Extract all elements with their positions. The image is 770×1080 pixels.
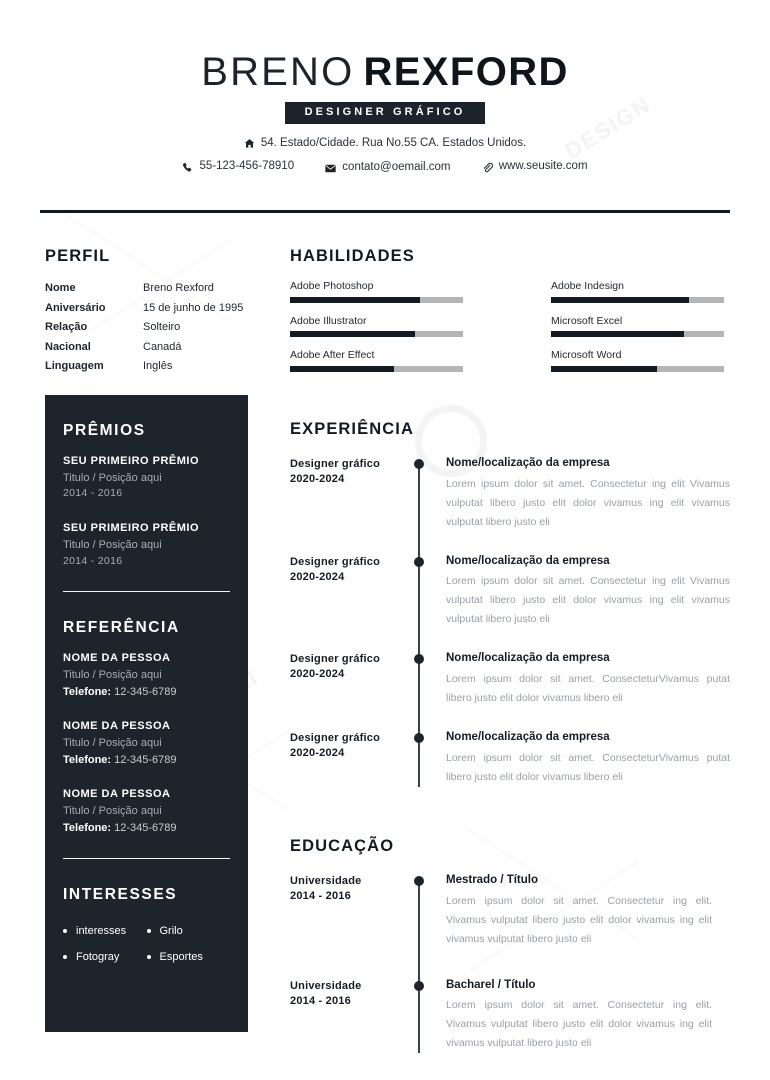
- skill-fill: [290, 366, 394, 372]
- reference-item: [63, 719, 230, 768]
- skill-track: [551, 366, 724, 372]
- education-school-block: [290, 872, 410, 949]
- timeline-dot: [414, 733, 424, 743]
- perfil-value: 15 de junho de 1995: [143, 301, 244, 314]
- interests-grid: [63, 918, 230, 970]
- interests-heading: INTERESSES: [63, 886, 178, 904]
- experience-item: [290, 650, 730, 708]
- reference-name: NOME DA PESSOA: [63, 788, 171, 801]
- address-text: 54. Estado/Cidade. Rua No.55 CA. Estados Unidos.: [260, 137, 527, 149]
- experience-description: Lorem ipsum dolor sit amet. Consectetur ing elit Vivamus vulputat libero justo elit dolor vivamus ing elit vivamus vulputat libero justo eli: [446, 477, 730, 528]
- experience-role: Designer gráfico: [290, 732, 381, 745]
- skill-track: [551, 297, 724, 303]
- skill-item: [551, 280, 724, 303]
- award-item: [63, 454, 230, 502]
- education-item: [290, 977, 730, 1054]
- contact-row-links: [0, 161, 770, 175]
- phone-text: 55-123-456-78910: [199, 160, 295, 173]
- contact-phone[interactable]: [182, 161, 294, 173]
- experience-description: Lorem ipsum dolor sit amet. ConsecteturVivamus putat libero justo elit dolor vivamus libero eli: [446, 673, 730, 705]
- perfil-value: Inglês: [143, 360, 173, 372]
- first-name: BRENO: [201, 50, 355, 94]
- reference-phone-value: 12-345-6789: [114, 685, 177, 698]
- reference-phone: [63, 752, 230, 769]
- education-school: Universidade: [290, 875, 362, 887]
- education-heading: EDUCAÇÃO: [290, 837, 395, 855]
- experience-years: 2020-2024: [290, 747, 345, 760]
- bullet-icon: [63, 929, 67, 933]
- bullet-icon: [147, 929, 151, 933]
- award-subtitle: Titulo / Posição aqui: [63, 471, 162, 484]
- education-years: 2014 - 2016: [290, 994, 351, 1007]
- award-title: SEU PRIMEIRO PRÊMIO: [63, 455, 200, 467]
- skill-track: [290, 297, 463, 303]
- skill-fill: [290, 297, 420, 303]
- last-name: REXFORD: [363, 50, 569, 94]
- education-detail: [446, 872, 712, 949]
- email-text: contato@oemail.com: [342, 161, 451, 174]
- experience-company: Nome/localização da empresa: [446, 457, 610, 469]
- skill-label: Microsoft Word: [551, 349, 622, 362]
- skill-label: Adobe Illustrator: [290, 314, 367, 327]
- timeline-dot: [414, 981, 424, 991]
- skill-fill: [551, 297, 689, 303]
- perfil-row: [45, 338, 270, 358]
- reference-subtitle: Titulo / Posição aqui: [63, 737, 162, 750]
- perfil-row: [45, 299, 270, 319]
- contact-address[interactable]: [244, 138, 526, 150]
- awards-heading: PRÊMIOS: [63, 422, 146, 439]
- timeline-dot: [414, 654, 424, 664]
- interest-item: [63, 918, 147, 944]
- perfil-label: Linguagem: [45, 360, 104, 372]
- skills-grid: [290, 280, 724, 372]
- skill-item: [551, 349, 724, 372]
- contact-email[interactable]: [325, 162, 450, 174]
- experience-detail: [446, 729, 730, 787]
- education-detail: [446, 977, 712, 1054]
- education-years: 2014 - 2016: [290, 890, 351, 902]
- skill-label: Adobe Photoshop: [290, 280, 374, 292]
- education-timeline: [290, 872, 730, 1053]
- reference-subtitle: Titulo / Posição aqui: [63, 669, 162, 682]
- skill-fill: [551, 331, 684, 337]
- experience-description: Lorem ipsum dolor sit amet. Consectetur ing elit Vivamus vulputat libero justo elit dolor vivamus ing elit vivamus vulputat libero justo eli: [446, 575, 730, 626]
- experience-role-block: [290, 650, 410, 708]
- experience-years: 2020-2024: [290, 570, 345, 583]
- interest-label: Grilo: [159, 925, 183, 938]
- skill-label: Microsoft Excel: [551, 314, 623, 327]
- experience-company: Nome/localização da empresa: [446, 731, 610, 744]
- timeline-dot: [414, 876, 424, 886]
- skills-section: [290, 247, 724, 372]
- resume-header: [0, 0, 770, 176]
- interest-label: interesses: [76, 925, 127, 938]
- award-subtitle: Titulo / Posição aqui: [63, 539, 162, 552]
- perfil-label: Nacional: [45, 340, 91, 353]
- reference-name: NOME DA PESSOA: [63, 652, 171, 665]
- experience-role-block: [290, 553, 410, 630]
- home-icon: [244, 138, 261, 149]
- phone-icon: [182, 162, 199, 173]
- perfil-row: [45, 357, 270, 377]
- education-description: Lorem ipsum dolor sit amet. Consectetur ing elit. Vivamus vulputat libero justo elit dolor vivamus ing elit vivamus vulputat libero justo eli: [446, 999, 712, 1050]
- education-section: [290, 837, 730, 1080]
- paperclip-icon: [482, 162, 499, 173]
- interest-item: [147, 918, 231, 944]
- full-name: [0, 52, 770, 92]
- reference-heading: REFERÊNCIA: [63, 619, 180, 637]
- perfil-label: Nome: [45, 282, 76, 294]
- website-text: www.seusite.com: [498, 160, 588, 173]
- skill-track: [551, 331, 724, 337]
- skill-track: [290, 331, 463, 337]
- contact-row-address: [0, 138, 770, 152]
- perfil-value: Canadá: [143, 340, 182, 353]
- envelope-icon: [325, 164, 342, 173]
- dark-sidebar: [45, 395, 248, 1032]
- education-description: Lorem ipsum dolor sit amet. Consectetur ing elit. Vivamus vulputat libero justo elit dolor vivamus ing elit vivamus vulputat libero justo eli: [446, 894, 712, 945]
- skill-label: Adobe Indesign: [551, 280, 624, 292]
- reference-name: NOME DA PESSOA: [63, 720, 171, 733]
- skills-column-right: [551, 280, 724, 372]
- experience-item: [290, 729, 730, 787]
- timeline-dot: [414, 459, 424, 469]
- experience-description: Lorem ipsum dolor sit amet. ConsecteturVivamus putat libero justo elit dolor vivamus libero eli: [446, 751, 730, 783]
- education-school: Universidade: [290, 979, 362, 992]
- experience-item: [290, 553, 730, 630]
- sidebar-divider: [63, 858, 230, 859]
- experience-timeline: [290, 455, 730, 787]
- skill-label: Adobe After Effect: [290, 349, 375, 362]
- experience-role: Designer gráfico: [290, 555, 381, 568]
- reference-phone-label: Telefone:: [63, 753, 112, 766]
- perfil-label: Aniversário: [45, 301, 106, 314]
- experience-years: 2020-2024: [290, 668, 345, 681]
- skill-fill: [290, 331, 415, 337]
- education-degree: Mestrado / Título: [446, 874, 538, 886]
- header-divider: [40, 210, 730, 213]
- education-item: [290, 872, 730, 949]
- interest-label: Esportes: [159, 951, 203, 964]
- perfil-label: Relação: [45, 321, 88, 333]
- reference-item: [63, 787, 230, 836]
- reference-phone-value: 12-345-6789: [114, 753, 177, 766]
- experience-company: Nome/localização da empresa: [446, 652, 610, 665]
- experience-section: [290, 420, 730, 787]
- experience-heading: EXPERIÊNCIA: [290, 420, 414, 438]
- reference-phone: [63, 820, 230, 837]
- experience-years: 2020-2024: [290, 473, 345, 485]
- skill-fill: [551, 366, 657, 372]
- skills-heading: HABILIDADES: [290, 247, 415, 265]
- perfil-value: Solteiro: [143, 321, 181, 333]
- skill-item: [290, 315, 463, 338]
- perfil-row: [45, 279, 270, 299]
- experience-detail: [446, 553, 730, 630]
- reference-phone-label: Telefone:: [63, 821, 112, 834]
- timeline-dot: [414, 557, 424, 567]
- role-badge-wrap: [0, 102, 770, 124]
- reference-phone: [63, 684, 230, 701]
- interest-label: Fotogray: [76, 951, 120, 964]
- experience-role-block: [290, 729, 410, 787]
- skill-item: [290, 349, 463, 372]
- sidebar-divider: [63, 591, 230, 592]
- perfil-section: [45, 247, 270, 377]
- experience-detail: [446, 650, 730, 708]
- experience-role-block: [290, 455, 410, 532]
- award-item: [63, 521, 230, 569]
- perfil-value: Breno Rexford: [143, 282, 214, 294]
- skills-column-left: [290, 280, 463, 372]
- skill-item: [551, 315, 724, 338]
- skill-item: [290, 280, 463, 303]
- reference-phone-value: 12-345-6789: [114, 821, 177, 834]
- experience-role: Designer gráfico: [290, 458, 381, 470]
- interest-item: [63, 944, 147, 970]
- bullet-icon: [63, 955, 67, 959]
- bullet-icon: [147, 955, 151, 959]
- reference-subtitle: Titulo / Posição aqui: [63, 805, 162, 818]
- contact-website[interactable]: [482, 161, 588, 173]
- education-degree: Bacharel / Título: [446, 978, 536, 991]
- award-years: 2014 - 2016: [63, 554, 123, 567]
- experience-company: Nome/localização da empresa: [446, 554, 610, 567]
- award-title: SEU PRIMEIRO PRÊMIO: [63, 522, 200, 535]
- award-years: 2014 - 2016: [63, 487, 123, 500]
- experience-detail: [446, 455, 730, 532]
- skill-track: [290, 366, 463, 372]
- experience-role: Designer gráfico: [290, 653, 381, 666]
- sidebar-inner: [45, 422, 248, 970]
- reference-phone-label: Telefone:: [63, 685, 112, 698]
- education-school-block: [290, 977, 410, 1054]
- reference-item: [63, 651, 230, 700]
- perfil-heading: PERFIL: [45, 247, 111, 265]
- experience-item: [290, 455, 730, 532]
- role-badge: DESIGNER GRÁFICO: [285, 102, 486, 124]
- perfil-row: [45, 318, 270, 338]
- perfil-rows: [45, 279, 270, 377]
- interest-item: [147, 944, 231, 970]
